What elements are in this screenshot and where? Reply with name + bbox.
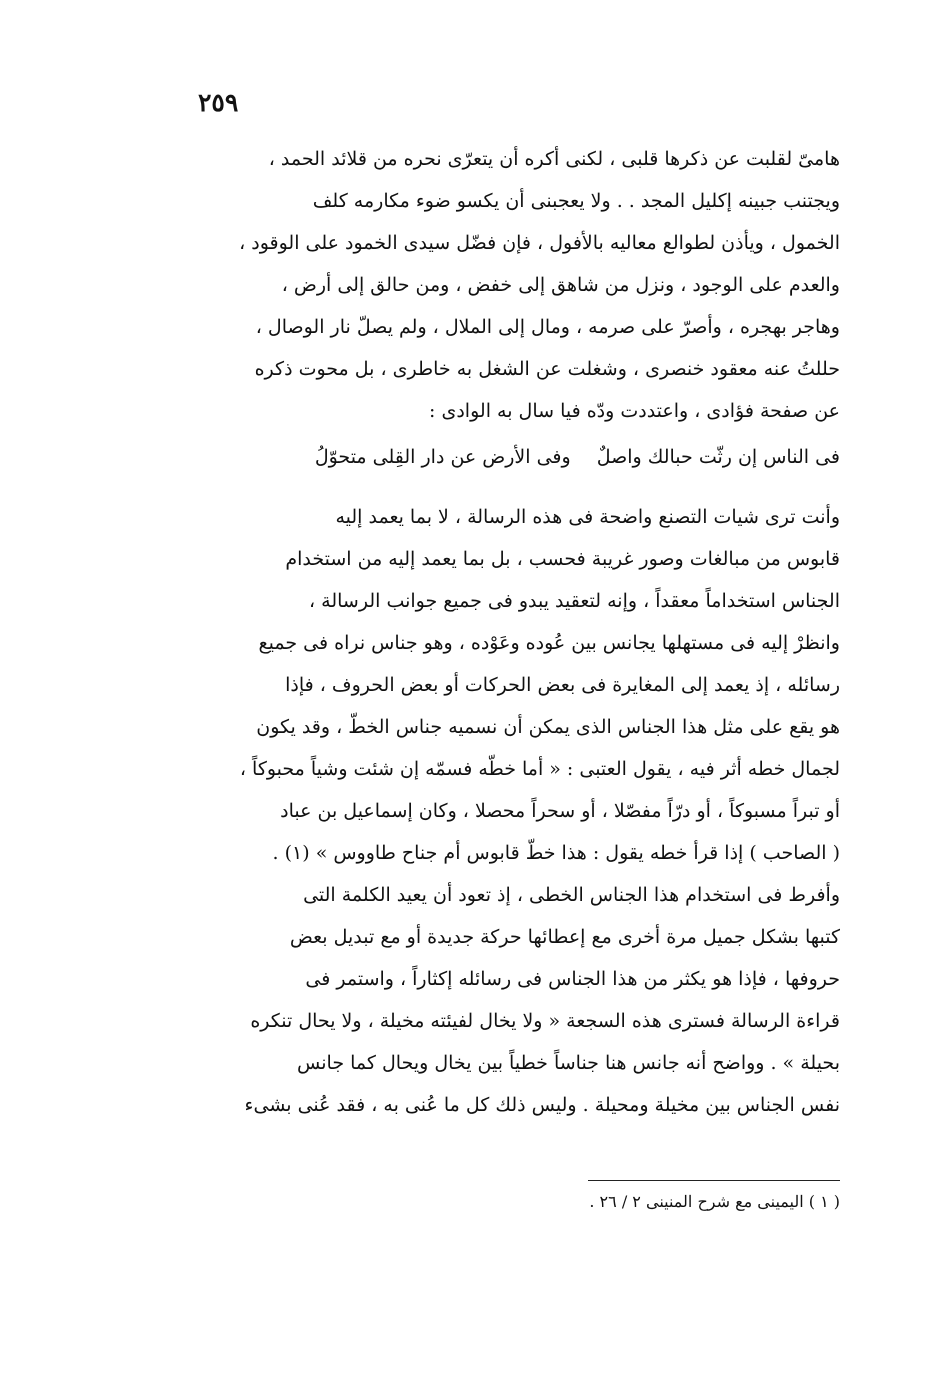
text-line: وأنت ترى شيات التصنع واضحة فى هذه الرسالة ، لا بما يعمد إليه (335, 506, 840, 528)
text-line: قابوس من مبالغات وصور غريبة فحسب ، بل بما يعمد إليه من استخدام (285, 548, 840, 570)
text-line: وهاجر بهجره ، وأصرّ على صرمه ، ومال إلى الملال ، ولم يصلّ نار الوصال ، (255, 316, 840, 338)
text-line: حللتُ عنه معقود خنصرى ، وشغلت عن الشغل به خاطرى ، بل محوت ذكره (254, 358, 840, 380)
text-line: لجمال خطه أثر فيه ، يقول العتبى : « أما خطّه فسمّه إن شئت وشياً محبوكاً ، (239, 758, 840, 780)
poetry-verse (150, 432, 840, 482)
text-line: هامىّ لقلبت عن ذكرها قلبى ، لكنى أكره أن يتعرّى نحره من قلائد الحمد ، (268, 148, 840, 170)
text-line: أو تبراً مسبوكاً ، أو درّاً مفصّلا ، أو سحراً محصلا ، وكان إسماعيل بن عباد (280, 800, 840, 822)
text-line: هو يقع على مثل هذا الجناس الذى يمكن أن نسميه جناس الخطّ ، وقد يكون (256, 716, 840, 738)
text-line: حروفها ، فإذا هو يكثر من هذا الجناس فى رسائله إكثاراً ، واستمر فى (305, 968, 840, 990)
text-line: الجناس استخداماً معقداً ، وإنه لتعقيد يبدو فى جميع جوانب الرسالة ، (309, 590, 840, 612)
verse-hemistich-second: وفى الأرض عن دار القِلى متحوّلُ (314, 446, 571, 468)
paragraph-gap (150, 482, 840, 496)
text-line: الخمول ، ويأذن لطوالع معاليه بالأفول ، فإن فضّل سيدى الخمود على الوقود ، (239, 232, 840, 254)
text-line: عن صفحة فؤادى ، واعتددت ودّه فيا سال به الوادى : (429, 400, 840, 422)
text-line: كتبها بشكل جميل مرة أخرى مع إعطائها حركة جديدة أو مع تبديل بعض (289, 926, 840, 948)
text-line: رسائله ، إذ يعمد إلى المغايرة فى بعض الحركات أو بعض الحروف ، فإذا (285, 674, 840, 696)
page-number: ٢٥٩ (198, 88, 239, 117)
text-line: وانظرْ إليه فى مستهلها يجانس بين عُوده وعَوْده ، وهو جناس نراه فى جميع (258, 632, 840, 654)
text-line: بحيلة » . وواضح أنه جانس هنا جناساً خطياً بين يخال ويحال كما جانس (297, 1052, 840, 1074)
text-line: وأفرط فى استخدام هذا الجناس الخطى ، إذ تعود أن يعيد الكلمة التى (303, 884, 840, 906)
footnote: ( ١ ) اليمينى مع شرح المنينى ٢ / ٢٦ . (589, 1192, 840, 1211)
text-line: ( الصاحب ) إذا قرأ خطه يقول : هذا خطّ قابوس أم جناح طاووس » (١) . (272, 842, 840, 864)
text-line: نفس الجناس بين مخيلة ومحيلة . وليس ذلك كل ما عُنى به ، فقد عُنى بشىء (244, 1094, 840, 1116)
text-line: قراءة الرسالة فسترى هذه السجعة « ولا يخال لفيئته مخيلة ، ولا يحال تنكره (250, 1010, 840, 1032)
verse-hemistich-first: فى الناس إن رثّت حبالك واصلٌ (596, 446, 840, 468)
text-line: والعدم على الوجود ، ونزل من شاهق إلى خفض ، ومن حالق إلى أرض ، (281, 274, 840, 296)
text-line: ويجتنب جبينه إكليل المجد . . ولا يعجبنى أن يكسو ضوء مكارمه كلف (312, 190, 840, 212)
main-text (150, 138, 840, 1126)
footnote-divider (588, 1180, 840, 1181)
